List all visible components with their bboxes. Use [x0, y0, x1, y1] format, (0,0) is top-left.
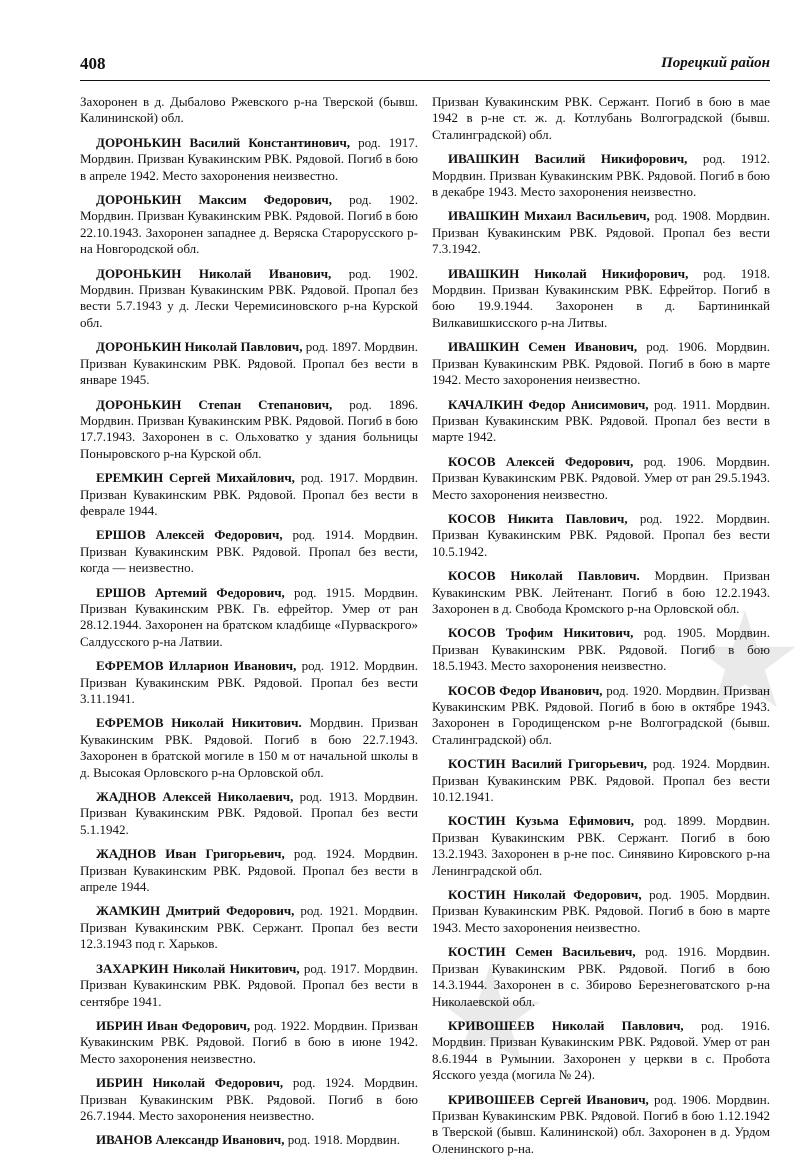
list-item: [432, 266, 770, 332]
entry-text: род. 1896. Мордвин. Призван Кувакинским РВК. Рядовой. Погиб в бою 17.7.1943. Захоронен в с. Ольховатко у здания больницы Поныровского р-на Курской обл.: [80, 396, 418, 461]
entry-text: род. 1922. Мордвин. Призван Кувакинским РВК. Рядовой. Погиб в бою в июне 1942. Место захоронения неизвестно.: [80, 1017, 418, 1066]
entry-name: КОСТИН Василий Григорьевич,: [448, 756, 648, 772]
entry-text: род. 1924. Мордвин. Призван Кувакинским РВК. Рядовой. Пропал без вести 10.12.1941.: [432, 756, 770, 805]
entry-name: ЖАДНОВ Алексей Николаевич,: [96, 789, 294, 805]
list-item: [432, 568, 770, 617]
list-item: [80, 266, 418, 332]
entry-name: ЕРЕМКИН Сергей Михайлович,: [96, 470, 295, 486]
list-item: [80, 1018, 418, 1067]
list-item: [432, 1092, 770, 1158]
entry-text: род. 1912. Мордвин. Призван Кувакинским РВК. Рядовой. Пропал без вести 3.11.1941.: [80, 658, 418, 706]
list-item: [432, 887, 770, 936]
entry-name: ДОРОНЬКИН Степан Степанович,: [96, 396, 333, 412]
entry-text: род. 1917. Мордвин. Призван Кувакинским РВК. Рядовой. Погиб в бою в апреле 1942. Место захоронения неизвестно.: [80, 134, 418, 183]
entry-text: род. 1911. Мордвин. Призван Кувакинским РВК. Рядовой. Пропал без вести в марте 1942.: [432, 396, 770, 445]
list-item: [80, 961, 418, 1010]
list-item: [80, 94, 418, 127]
entry-text: род. 1902. Мордвин. Призван Кувакинским РВК. Рядовой. Погиб в бою 22.10.1943. Захоронен западнее д. Веряска Старорусского р-на Новгородской обл.: [80, 192, 418, 257]
entry-name: КОСТИН Кузьма Ефимович,: [448, 813, 634, 829]
entry-name: ИВАНОВ Александр Иванович,: [96, 1132, 285, 1148]
entry-name: ЗАХАРКИН Николай Никитович,: [96, 960, 300, 976]
list-item: [432, 511, 770, 560]
list-item: [432, 1018, 770, 1084]
entry-text: род. 1918. Мордвин.: [284, 1132, 400, 1148]
right-column: [432, 94, 770, 1165]
list-item: [432, 94, 770, 143]
entry-text: род. 1920. Мордвин. Призван Кувакинским РВК. Рядовой. Погиб в бою в октябре 1943. Захоронен в Городищенском р-не Волгоградской (бывш. Сталинградской) обл.: [432, 682, 770, 747]
entry-text: род. 1921. Мордвин. Призван Кувакинским РВК. Сержант. Пропал без вести 12.3.1943 под г. Харьков.: [80, 903, 418, 952]
list-item: [80, 903, 418, 952]
list-item: [80, 789, 418, 838]
list-item: [432, 756, 770, 805]
entry-name: КОСОВ Николай Павлович.: [448, 568, 640, 584]
list-item: [80, 135, 418, 184]
entry-text: род. 1924. Мордвин. Призван Кувакинским РВК. Рядовой. Пропал без вести в апреле 1944.: [80, 846, 418, 895]
entry-text: род. 1905. Мордвин. Призван Кувакинским РВК. Рядовой. Погиб в бою 18.5.1943. Место захоронения неизвестно.: [432, 625, 770, 674]
entry-text: род. 1913. Мордвин. Призван Кувакинским РВК. Рядовой. Пропал без вести 5.1.1942.: [80, 789, 418, 837]
entry-text: Призван Кувакинским РВК. Сержант. Погиб в бою в мае 1942 в р-не ст. ж. д. Котлубань Волгоградской (бывш. Сталинградской) обл.: [432, 94, 770, 142]
list-item: [80, 1132, 418, 1148]
list-item: [80, 585, 418, 651]
entry-text: Мордвин. Призван Кувакинским РВК. Лейтенант. Погиб в бою 12.2.1943. Захоронен в д. Свобода Кромского р-на Орловской обл.: [432, 568, 770, 616]
entry-name: КОСТИН Николай Федорович,: [448, 887, 642, 903]
entry-text: род. 1906. Мордвин. Призван Кувакинским РВК. Рядовой. Умер от ран 29.5.1943. Место захоронения неизвестно.: [432, 453, 770, 502]
entry-name: ДОРОНЬКИН Василий Константинович,: [96, 134, 351, 150]
entry-text: род. 1905. Мордвин. Призван Кувакинским РВК. Рядовой. Погиб в бою в марте 1943. Место захоронения неизвестно.: [432, 887, 770, 935]
entry-name: КОСОВ Федор Иванович,: [448, 682, 603, 698]
entry-text: род. 1922. Мордвин. Призван Кувакинским РВК. Рядовой. Пропал без вести 10.5.1942.: [432, 510, 770, 559]
list-item: [80, 715, 418, 781]
list-item: [80, 658, 418, 707]
entry-text: род. 1902. Мордвин. Призван Кувакинским РВК. Рядовой. Пропал без вести 5.7.1943 у д. Лески Черемисиновского р-на Курской обл.: [80, 265, 418, 330]
section-title: Порецкий район: [661, 55, 770, 71]
entry-text: род. 1924. Мордвин. Призван Кувакинским РВК. Рядовой. Погиб в бою 26.7.1944. Место захоронения неизвестно.: [80, 1075, 418, 1123]
list-item: [432, 151, 770, 200]
list-item: [432, 683, 770, 749]
entry-name: КРИВОШЕЕВ Сергей Иванович,: [448, 1091, 649, 1107]
page-header: [80, 52, 770, 81]
entry-name: КАЧАЛКИН Федор Анисимович,: [448, 396, 649, 412]
entry-text: Мордвин. Призван Кувакинским РВК. Рядовой. Погиб в бою 22.7.1943. Захоронен в братской могиле в 150 м от начальной школы в д. Высокая Орловского р-на Орловской обл.: [80, 715, 418, 780]
list-item: [432, 813, 770, 879]
entry-name: ИВАШКИН Василий Никифорович,: [448, 151, 688, 167]
entry-name: ДОРОНЬКИН Николай Павлович,: [96, 339, 303, 355]
entry-text: род. 1918. Мордвин. Призван Кувакинским РВК. Ефрейтор. Погиб в бою 19.9.1944. Захоронен в д. Бартининкай Вилкавишкисского р-на Литвы.: [432, 265, 770, 330]
entry-text: род. 1914. Мордвин. Призван Кувакинским РВК. Рядовой. Пропал без вести, когда — неизвестно.: [80, 527, 418, 576]
entry-name: ЖАДНОВ Иван Григорьевич,: [96, 846, 285, 862]
entry-name: ЕФРЕМОВ Николай Никитович.: [96, 715, 302, 731]
entry-text: род. 1916. Мордвин. Призван Кувакинским РВК. Рядовой. Умер от ран 8.6.1944 в Румынии. Захоронен у церкви в с. Пробота Ясского уезда (могила № 24).: [432, 1017, 770, 1083]
entry-text: род. 1906. Мордвин. Призван Кувакинским РВК. Рядовой. Погиб в бою в марте 1942. Место захоронения неизвестно.: [432, 339, 770, 388]
entry-name: ЕРШОВ Артемий Федорович,: [96, 584, 285, 600]
entry-text: род. 1897. Мордвин. Призван Кувакинским РВК. Рядовой. Пропал без вести в январе 1945.: [80, 339, 418, 388]
list-item: [432, 397, 770, 446]
entry-name: ИБРИН Иван Федорович,: [96, 1017, 251, 1033]
list-item: [80, 339, 418, 388]
list-item: [432, 944, 770, 1010]
entry-name: КОСОВ Трофим Никитович,: [448, 625, 634, 641]
entry-text: род. 1899. Мордвин. Призван Кувакинским РВК. Сержант. Погиб в бою 13.2.1943. Захоронен в р-не пос. Синявино Кировского р-на Ленинградской обл.: [432, 813, 770, 878]
entry-name: ДОРОНЬКИН Николай Иванович,: [96, 265, 332, 281]
entry-text: род. 1916. Мордвин. Призван Кувакинским РВК. Рядовой. Погиб в бою 14.3.1944. Захоронен в с. Збирово Березнеговатского р-на Николаевской обл.: [432, 944, 770, 1009]
list-item: [432, 208, 770, 257]
entry-text: Захоронен в д. Дыбалово Ржевского р-на Тверской (бывш. Калининской) обл.: [80, 94, 418, 126]
entry-name: ИВАШКИН Николай Никифорович,: [448, 265, 689, 281]
list-item: [80, 846, 418, 895]
entry-name: КОСОВ Алексей Федорович,: [448, 453, 634, 469]
list-item: [80, 527, 418, 576]
entry-text: род. 1915. Мордвин. Призван Кувакинским РВК. Гв. ефрейтор. Умер от ран 28.12.1944. Захоронен на братском кладбище «Пурваскрого» Салдусского р-на Латвии.: [80, 584, 418, 649]
entry-text: род. 1906. Мордвин. Призван Кувакинским РВК. Рядовой. Погиб в бою 1.12.1942 в Тверской (бывш. Калининской) обл. Захоронен в д. Урдом Оленинского р-на.: [432, 1091, 770, 1156]
list-item: [80, 470, 418, 519]
entry-name: ДОРОНЬКИН Максим Федорович,: [96, 192, 333, 208]
list-item: [80, 1075, 418, 1124]
entry-name: ЕФРЕМОВ Илларион Иванович,: [96, 658, 297, 674]
entry-name: ЖАМКИН Дмитрий Федорович,: [96, 903, 295, 919]
list-item: [432, 339, 770, 388]
entry-text: род. 1917. Мордвин. Призван Кувакинским РВК. Рядовой. Пропал без вести в сентябре 1941.: [80, 960, 418, 1009]
entry-text: род. 1908. Мордвин. Призван Кувакинским РВК. Рядовой. Пропал без вести 7.3.1942.: [432, 208, 770, 257]
list-item: [80, 192, 418, 258]
entry-name: КОСТИН Семен Васильевич,: [448, 944, 636, 960]
list-item: [432, 625, 770, 674]
list-item: [80, 397, 418, 463]
entry-name: КРИВОШЕЕВ Николай Павлович,: [448, 1017, 684, 1033]
entry-text: род. 1917. Мордвин. Призван Кувакинским РВК. Рядовой. Пропал без вести в феврале 1944.: [80, 470, 418, 518]
page-number: 408: [80, 54, 106, 73]
entry-text: род. 1912. Мордвин. Призван Кувакинским РВК. Рядовой. Погиб в бою в декабре 1943. Место захоронения неизвестно.: [432, 151, 770, 200]
entry-name: ИБРИН Николай Федорович,: [96, 1075, 284, 1091]
list-item: [432, 454, 770, 503]
entry-name: ИВАШКИН Семен Иванович,: [448, 339, 638, 355]
entry-name: ЕРШОВ Алексей Федорович,: [96, 527, 283, 543]
entry-name: ИВАШКИН Михаил Васильевич,: [448, 208, 650, 224]
left-column: [80, 94, 418, 1157]
entry-name: КОСОВ Никита Павлович,: [448, 510, 628, 526]
